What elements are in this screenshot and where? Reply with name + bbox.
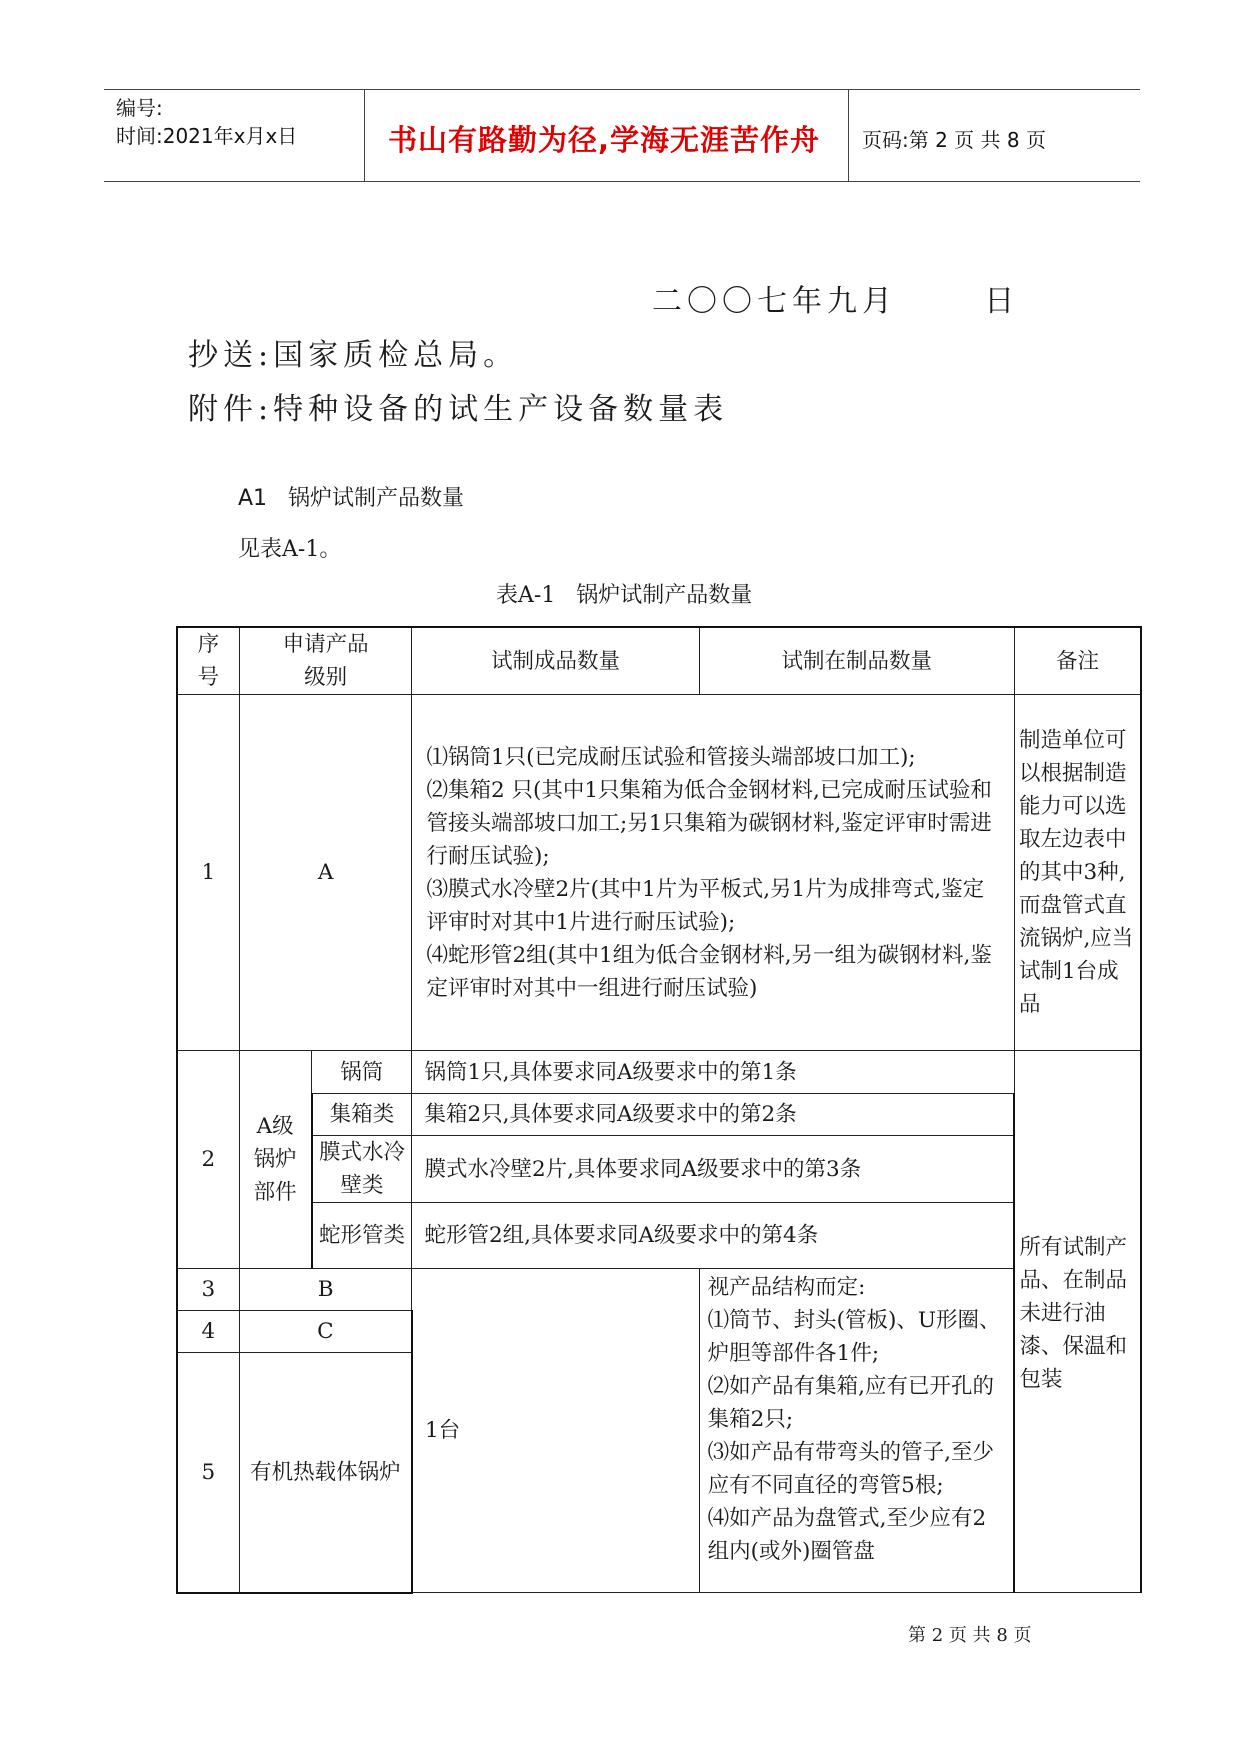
row1-item-3: ⑶膜式水冷壁2片(其中1片为平板式,另1片为成排弯式,鉴定评审时对其中1片进行耐压试验); xyxy=(426,876,985,935)
row4-seq: 4 xyxy=(177,1311,239,1353)
row2-part-name: 集箱类 xyxy=(312,1094,412,1136)
table-row xyxy=(177,1051,1141,1094)
row1-item-4: ⑷蛇形管2组(其中1组为低合金钢材料,另一组为碳钢材料,鉴定评审时对其中一组进行耐压试验) xyxy=(426,942,992,1001)
row2-group: A级锅炉部件 xyxy=(239,1051,311,1269)
boiler-sample-table xyxy=(176,626,1142,1594)
header-seq-line1: 序 xyxy=(197,632,220,657)
header-divider-left xyxy=(364,90,365,182)
row1-level: A xyxy=(239,695,412,1051)
row1-item-1: ⑴锅筒1只(已完成耐压试验和管接头端部坡口加工); xyxy=(426,744,916,770)
header-cell-in-process: 试制在制品数量 xyxy=(699,627,1014,695)
document-cc: 抄送:国家质检总局。 xyxy=(188,338,519,373)
row1-remark: 制造单位可以根据制造能力可以选取左边表中的其中3种,而盘管式直流锅炉,应当试制1台成品 xyxy=(1014,695,1141,1051)
row3-level: B xyxy=(239,1269,412,1311)
header-motto: 书山有路勤为径,学海无涯苦作舟 xyxy=(388,123,821,157)
header-cell-level xyxy=(239,627,412,695)
row2-part-name: 膜式水冷壁类 xyxy=(312,1136,412,1203)
header-bottom-rule xyxy=(104,181,1140,182)
row2-part-desc: 锅筒1只,具体要求同A级要求中的第1条 xyxy=(412,1051,1014,1094)
header-divider-right xyxy=(848,90,849,182)
header-page-label: 页码:第 2 页 共 8 页 xyxy=(862,128,1046,152)
row1-item-2: ⑵集箱2 只(其中1只集箱为低合金钢材料,已完成耐压试验和管接头端部坡口加工;另1只集箱为碳钢材料,鉴定评审时需进行耐压试验); xyxy=(426,777,992,869)
table-row xyxy=(177,695,1141,1051)
header-level-line1: 申请产品 xyxy=(282,632,369,657)
table-header-row xyxy=(177,627,1141,695)
document-date: 二〇〇七年九月 日 xyxy=(652,284,1020,319)
document-attachment: 附件:特种设备的试生产设备数量表 xyxy=(188,392,729,427)
header-seq-line2: 号 xyxy=(197,665,220,690)
shared-finished: 1台 xyxy=(412,1269,699,1593)
row5-level: 有机热载体锅炉 xyxy=(239,1353,412,1593)
row1-seq: 1 xyxy=(177,695,239,1051)
header-cell-seq xyxy=(177,627,239,695)
table-row xyxy=(177,1094,1141,1136)
row2-part-desc: 膜式水冷壁2片,具体要求同A级要求中的第3条 xyxy=(412,1136,1014,1203)
table-row xyxy=(177,1269,1141,1311)
row2-seq: 2 xyxy=(177,1051,239,1269)
row2-part-desc: 集箱2只,具体要求同A级要求中的第2条 xyxy=(412,1094,1014,1136)
see-table-note: 见表A-1。 xyxy=(238,537,342,562)
table-caption: 表A-1 锅炉试制产品数量 xyxy=(496,583,753,608)
table-row xyxy=(177,1203,1141,1269)
in-process-line-1: ⑴筒节、封头(管板)、U形圈、炉胆等部件各1件; xyxy=(707,1308,1001,1366)
row2-part-name: 蛇形管类 xyxy=(312,1203,412,1269)
header-top-rule xyxy=(104,89,1140,90)
section-heading: A1 锅炉试制产品数量 xyxy=(238,486,465,511)
shared-in-process xyxy=(699,1269,1014,1593)
row2-part-desc: 蛇形管2组,具体要求同A级要求中的第4条 xyxy=(412,1203,1014,1269)
row4-level: C xyxy=(239,1311,412,1353)
header-time-label: 时间:2021年x月x日 xyxy=(116,124,298,148)
row3-seq: 3 xyxy=(177,1269,239,1311)
in-process-line-2: ⑵如产品有集箱,应有已开孔的集箱2只; xyxy=(707,1374,994,1432)
header-number-label: 编号: xyxy=(116,96,163,120)
header-level-line2: 级别 xyxy=(304,665,348,690)
row2-remark: 所有试制产品、在制品未进行油漆、保温和包装 xyxy=(1014,1051,1141,1593)
row5-seq: 5 xyxy=(177,1353,239,1593)
row1-requirements xyxy=(412,695,1014,1051)
row2-part-name: 锅筒 xyxy=(312,1051,412,1094)
in-process-line-0: 视产品结构而定: xyxy=(707,1275,866,1300)
header-cell-remark: 备注 xyxy=(1014,627,1141,695)
table-row xyxy=(177,1136,1141,1203)
footer-page-label: 第 2 页 共 8 页 xyxy=(908,1625,1032,1646)
header-cell-finished: 试制成品数量 xyxy=(412,627,699,695)
in-process-line-4: ⑷如产品为盘管式,至少应有2组内(或外)圈管盘 xyxy=(707,1506,987,1564)
in-process-line-3: ⑶如产品有带弯头的管子,至少应有不同直径的弯管5根; xyxy=(707,1440,994,1498)
